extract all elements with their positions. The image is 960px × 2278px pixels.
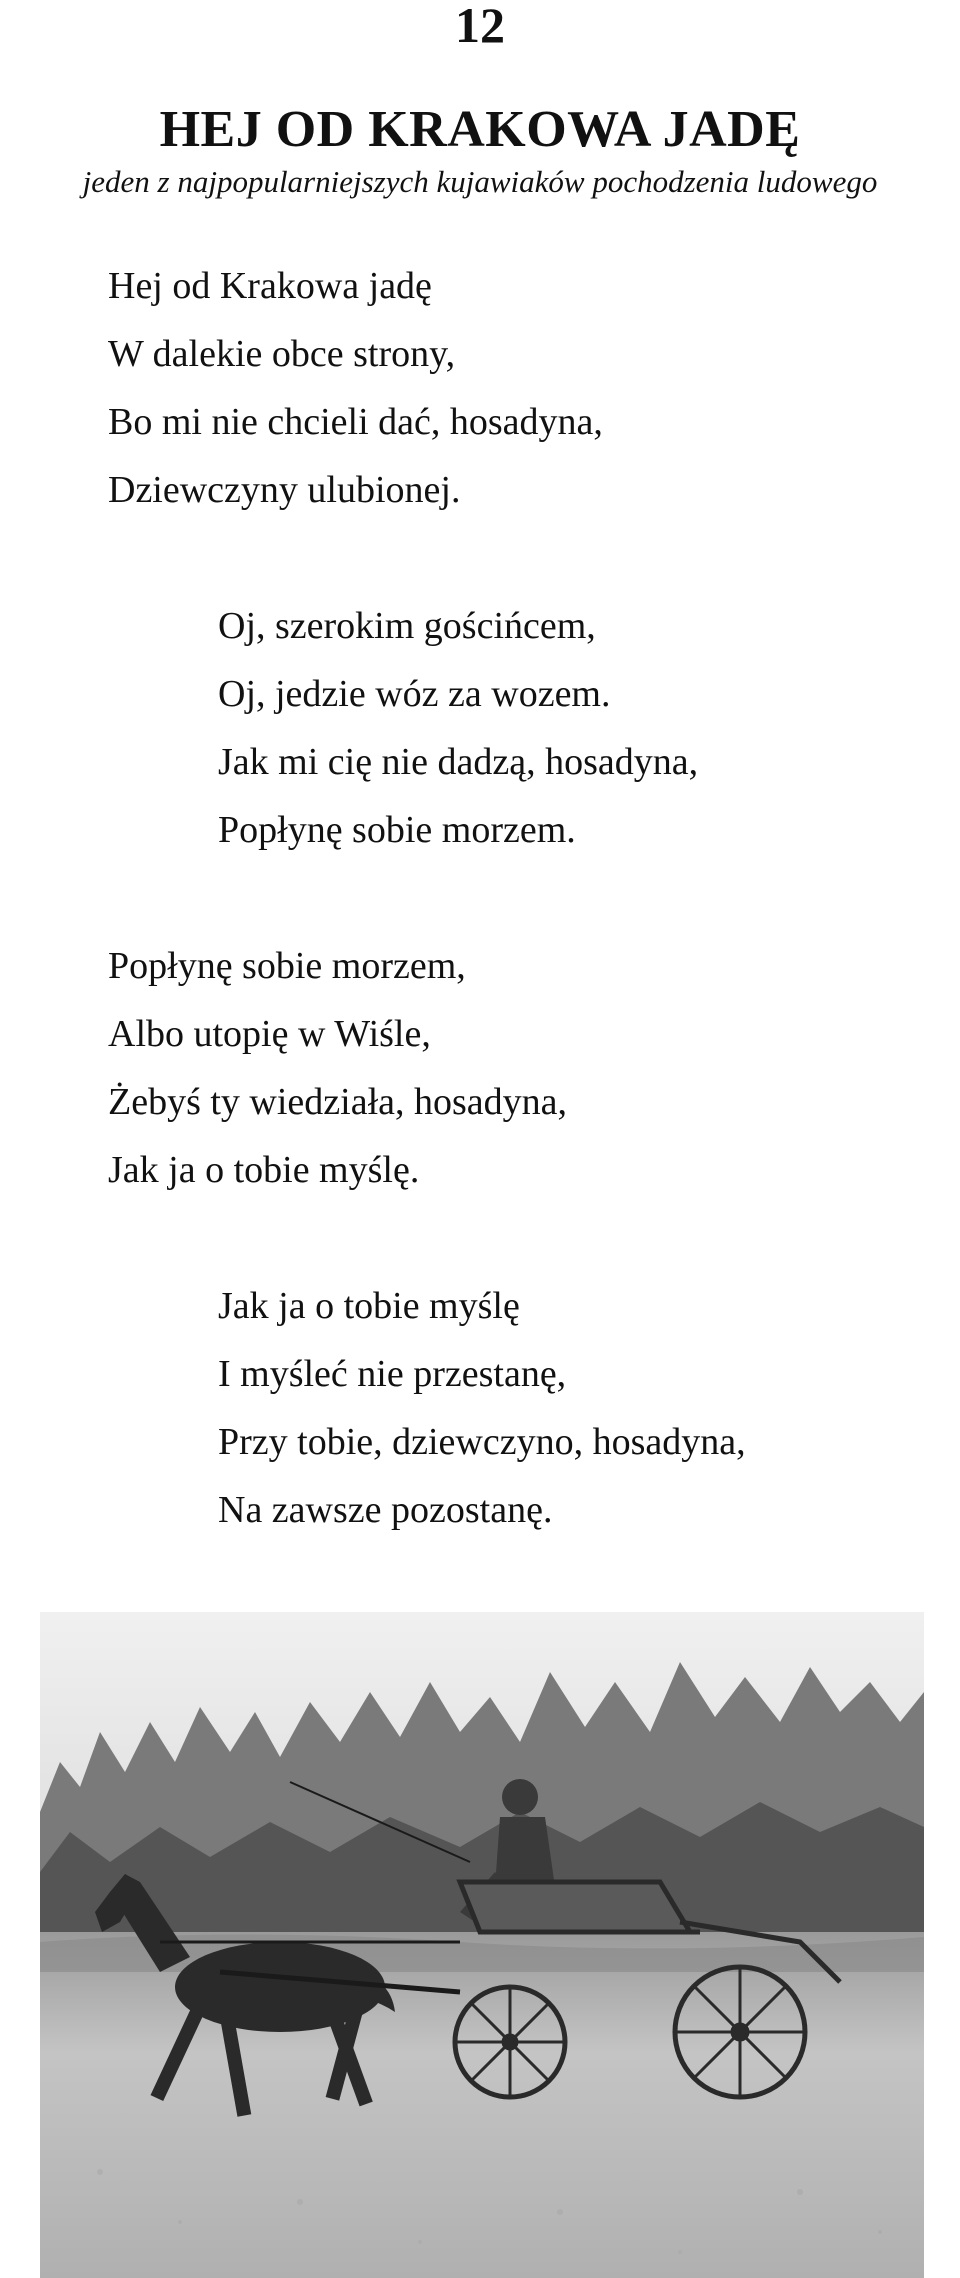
- stanza-line: Jak ja o tobie myślę.: [108, 1149, 420, 1191]
- stanza-line: Bo mi nie chcieli dać, hosadyna,: [108, 401, 603, 443]
- stanza-1: [108, 252, 603, 524]
- stanza-line: I myśleć nie przestanę,: [218, 1353, 567, 1395]
- stanza-3: [108, 932, 567, 1204]
- stanza-line: W dalekie obce strony,: [108, 333, 456, 375]
- ground: [40, 1932, 924, 2278]
- stanza-line: Popłynę sobie morzem,: [108, 945, 466, 987]
- stanza-line: Popłynę sobie morzem.: [218, 809, 576, 851]
- stanza-line: Dziewczyny ulubionej.: [108, 469, 461, 511]
- stanza-2: [218, 592, 698, 864]
- stanza-line: Żebyś ty wiedziała, hosadyna,: [108, 1081, 568, 1123]
- song-title: HEJ OD KRAKOWA JADĘ: [159, 101, 801, 158]
- song-subtitle: jeden z najpopularniejszych kujawiaków pochodzenia ludowego: [82, 164, 878, 199]
- stanza-4: [218, 1272, 746, 1544]
- horse-carriage-photo: [40, 1612, 924, 2278]
- stanza-line: Jak mi cię nie dadzą, hosadyna,: [218, 741, 699, 783]
- stanza-line: Przy tobie, dziewczyno, hosadyna,: [218, 1421, 746, 1463]
- stanza-line: Oj, jedzie wóz za wozem.: [218, 673, 611, 715]
- stanza-line: Na zawsze pozostanę.: [218, 1489, 553, 1531]
- stanza-line: Oj, szerokim gościńcem,: [218, 605, 596, 647]
- stanza-line: Hej od Krakowa jadę: [108, 265, 432, 307]
- stanza-line: Albo utopię w Wiśle,: [108, 1013, 431, 1055]
- page-number: 12: [455, 0, 505, 53]
- stanza-line: Jak ja o tobie myślę: [218, 1285, 520, 1327]
